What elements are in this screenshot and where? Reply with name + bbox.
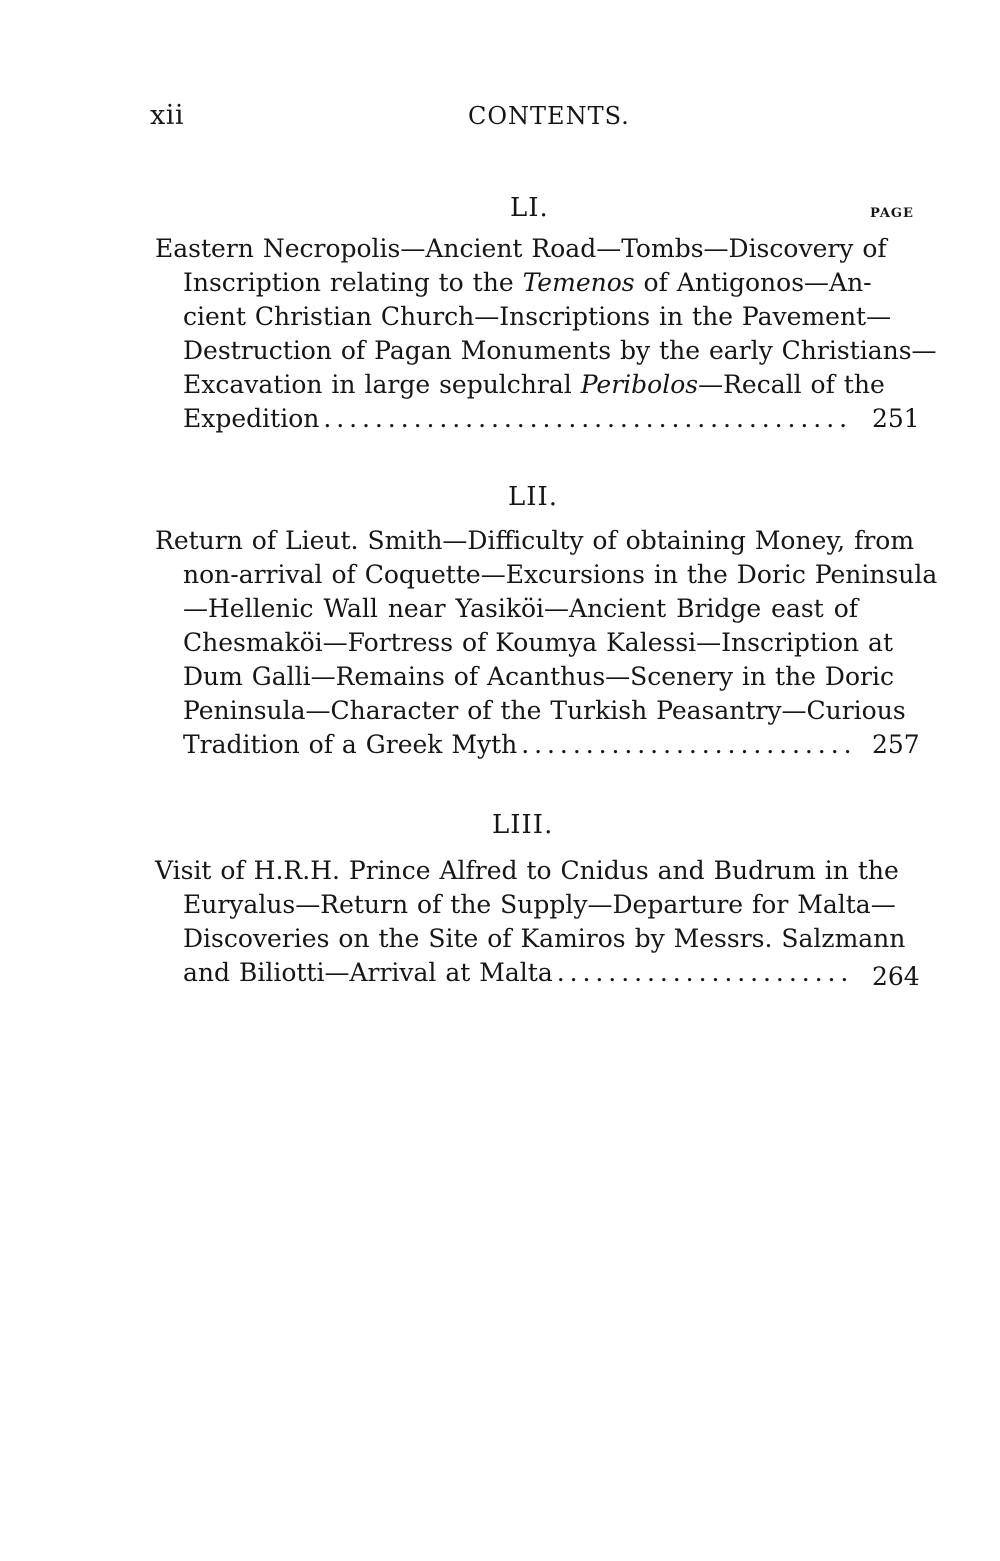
page-reference: 264: [872, 962, 920, 991]
dot-leader: [557, 956, 854, 990]
page-folio: xii: [150, 100, 184, 131]
summary-text: and Biliotti—Arrival at Malta: [183, 958, 553, 987]
dot-leader: [323, 402, 854, 436]
summary-line: Euryalus—Return of the Supply—Departure for Malta—: [183, 890, 896, 919]
summary-line: Return of Lieut. Smith—Difficulty of obtaining Money, from: [155, 526, 915, 555]
summary-line-last: [155, 402, 858, 436]
summary-line: Visit of H.R.H. Prince Alfred to Cnidus and Budrum in the: [155, 856, 899, 885]
summary-line: Dum Galli—Remains of Acanthus—Scenery in the Doric: [183, 662, 894, 691]
summary-line: —Hellenic Wall near Yasiköi—Ancient Bridge east of: [183, 594, 858, 623]
summary-text: Inscription relating to the Temenos of Antigonos—An-: [183, 268, 872, 297]
page-reference: 257: [872, 730, 920, 759]
dot-leader: [521, 728, 854, 762]
summary-line-last: [155, 956, 858, 990]
page-column-label: PAGE: [870, 206, 914, 221]
summary-line-last: [155, 728, 858, 762]
chapter-number: LIII.: [492, 810, 554, 840]
summary-line: Eastern Necropolis—Ancient Road—Tombs—Discovery of: [155, 234, 887, 263]
chapter-number: LI.: [510, 193, 549, 223]
summary-text: Tradition of a Greek Myth: [183, 730, 518, 759]
summary-line: Excavation in large sepulchral Peribolos—Recall of the: [183, 370, 885, 399]
running-head: [150, 100, 910, 140]
running-title: CONTENTS.: [468, 102, 630, 130]
summary-line: Chesmaköi—Fortress of Koumya Kalessi—Inscription at: [183, 628, 894, 657]
page-reference: 251: [872, 404, 920, 433]
summary-line: Destruction of Pagan Monuments by the early Christians—: [183, 336, 937, 365]
summary-line: non-arrival of Coquette—Excursions in the Doric Peninsula: [183, 560, 938, 589]
summary-text: Expedition: [183, 404, 320, 433]
summary-line: Discoveries on the Site of Kamiros by Messrs. Salzmann: [183, 924, 906, 953]
summary-line: [155, 266, 872, 300]
chapter-number: LII.: [508, 482, 559, 512]
summary-line: cient Christian Church—Inscriptions in the Pavement—: [183, 302, 892, 331]
summary-line: Peninsula—Character of the Turkish Peasantry—Curious: [183, 696, 906, 725]
